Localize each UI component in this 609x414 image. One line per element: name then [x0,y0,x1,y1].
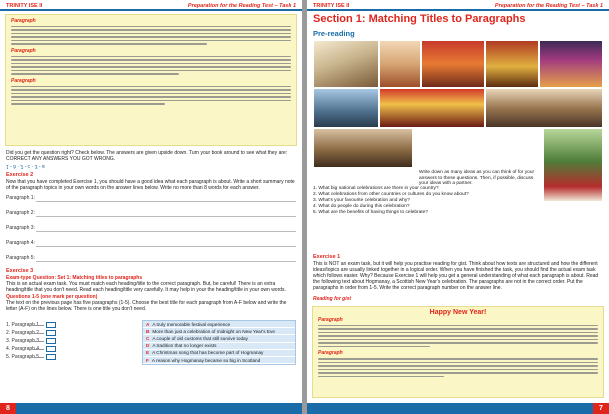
questions-title: Questions 1-5 (one mark per question) [6,294,98,300]
pre-reading-question-2: 2. What celebrations from other countries or cultures do you know about? [313,192,469,197]
questions-instructions: The text on the previous page has five paragraphs (1-5). Choose the best title for each paragraph from A-F below and write the letter (A-F) on the lines below. There is one title you don't need. [6,300,287,312]
exercise3-title: Exercise 3 [6,268,34,274]
left-header-title: Preparation for the Reading Test – Task 1 [187,3,296,9]
happy-new-year-title: Happy New Year! [429,309,487,316]
reading-text-box [5,14,297,146]
right-page-number: 7 [593,403,609,414]
photo-family-gathering [313,40,379,88]
photo-christmas-market [485,88,603,128]
match-answer-box-4[interactable] [46,346,56,352]
answer-line-5[interactable]: Paragraph 5: [6,255,296,263]
photo-celebration-crowd [313,128,413,168]
answer-line-1[interactable]: Paragraph 1: [6,195,296,203]
upside-down-answers: 1 - b · 2 - c · 3 - a [6,163,45,169]
exercise1-title: Exercise 1 [313,254,341,260]
paragraph-label: Paragraph [318,350,343,357]
photo-lanterns [485,40,539,88]
exam-task-instructions: This is an actual exam task. You must match each heading/title to the correct paragraph. But, be careful! There is an extra heading/title that you don't need. Read each heading/title very carefully. It may help in your the heading/title in your own words. [6,281,286,293]
answer-line-4[interactable]: Paragraph 4: [6,240,296,248]
left-page-number: 8 [0,403,16,414]
right-header-title: Preparation for the Reading Test – Task 1 [494,3,603,9]
match-answer-box-5[interactable] [46,354,56,360]
match-item-5: 5. Paragraph 5 [6,354,106,361]
match-answer-box-1[interactable] [46,322,56,328]
happy-new-year-text-box [312,306,604,398]
pre-reading-question-1: 1. What big national celebrations are there in your country? [313,186,439,191]
photo-children-celebrating [379,40,421,88]
pre-reading-instructions: Write down as many ideas as you can think of for your answers to these questions. Then, if possible, discuss your ideas with a partner. [419,170,535,186]
section-title: Section 1: Matching Titles to Paragraphs [313,13,526,25]
title-option-e: E A Christmas song that has become part of Hogmanay [143,350,295,357]
right-page [307,0,609,414]
title-options-box [142,320,296,365]
match-answer-box-2[interactable] [46,330,56,336]
pre-reading-question-5: 5. What are the benefits of having things to celebrate? [313,210,428,215]
exercise2-title: Exercise 2 [6,172,34,178]
right-footer-bar [307,403,609,414]
photo-dragon-dance [379,88,485,128]
title-option-b: B More than just a celebration of midnight on New Year's Eve [143,328,295,335]
photo-festival-dancers [421,40,485,88]
question-prompt: Did you get the question right? Check below. The answers are given upside down. Turn your book around to see what they are: CORRECT ANY ANSWERS YOU GOT WRONG. [6,150,288,162]
left-footer-bar [0,403,302,414]
match-answer-box-3[interactable] [46,338,56,344]
title-option-f: F A reason why Hogmanay became so big in Scotland [143,357,295,364]
reading-for-gist-label: Reading for gist [313,296,352,302]
match-item-4: 4. Paragraph 4 [6,346,106,353]
answer-line-2[interactable]: Paragraph 2: [6,210,296,218]
left-header-series: TRINITY ISE II [6,3,43,9]
photo-street-parade [313,88,379,128]
exam-task-title: Exam-type Question: Set 1: Matching titles to paragraphs [6,275,143,281]
paragraph-label: Paragraph [318,317,343,323]
match-item-1: 1. Paragraph 1 [6,322,106,329]
paragraph-label: Paragraph [11,47,36,54]
title-option-a: A A truly memorable festival experience [143,321,295,328]
right-header-series: TRINITY ISE II [313,3,350,9]
title-option-c: C A couple of old customs that still survive today [143,335,295,342]
exercise2-instructions: Now that you have completed Exercise 1, you should have a good idea what each paragraph is about. Write a short summary note of the paragraph topics in your own words on the answer lines below. Write no more than 8 words for each answer. [6,179,295,191]
photo-christmas-tree [543,128,603,202]
pre-reading-question-4: 4. What do people do during this celebration? [313,204,410,209]
exercise1-instructions: This is NOT an exam task, but it will help you practise reading for gist. Think about how texts are structured and how the different ideas/topics are usually linked together in a logical order. When you have finished the task, you should find the actual exam task which follows easier. Why? Because Exercise 1 will help you get a general understanding of what each paragraph is about. Read the following text about Hogmanay, a Scottish New Year's celebration. The paragraphs are not in the correct order. Put the paragraphs in order from 1-5. Write the correct paragraph number on the answer line. [313,261,599,291]
left-page-header [0,0,302,11]
match-item-3: 3. Paragraph 3 [6,338,106,345]
paragraph-label: Paragraph [11,77,36,84]
left-page [0,0,302,414]
answer-line-3[interactable]: Paragraph 3: [6,225,296,233]
title-option-d: D A tradition that no longer exists [143,343,295,350]
pre-reading-question-3: 3. What's your favourite celebration and why? [313,198,410,203]
pre-reading-heading: Pre-reading [313,29,355,38]
right-page-header [307,0,609,11]
match-item-2: 2. Paragraph 2 [6,330,106,337]
paragraph-label: Paragraph [11,18,36,24]
photo-fireworks [539,40,603,88]
